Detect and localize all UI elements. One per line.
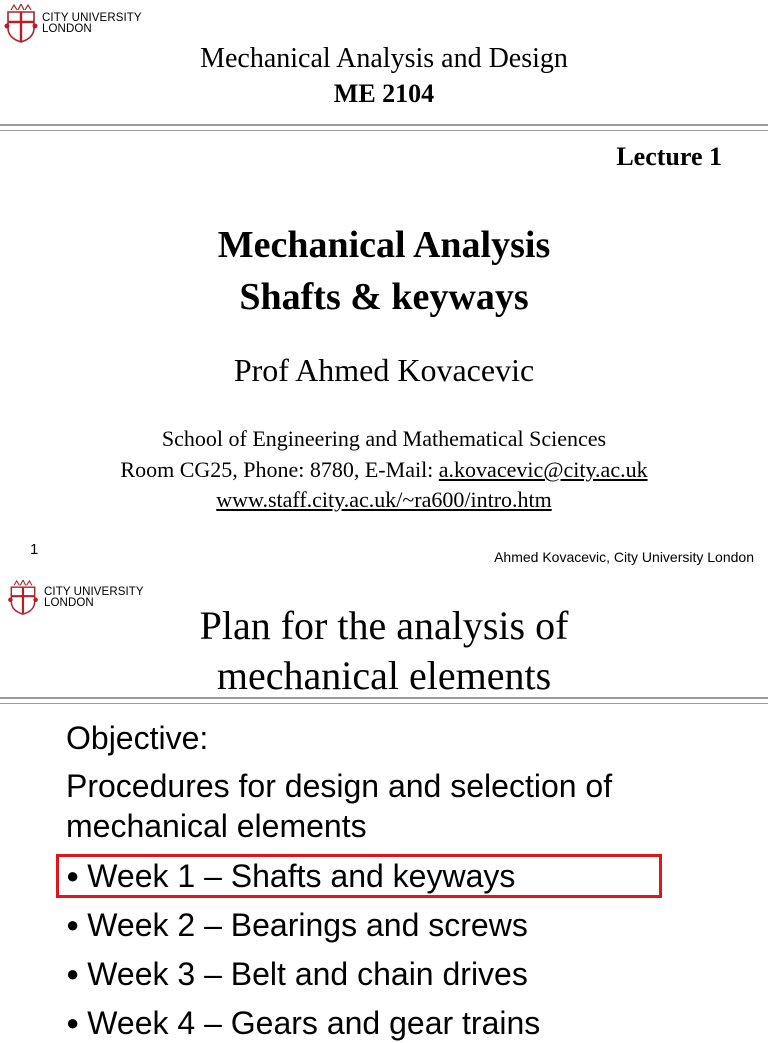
objective-label: Objective:: [66, 720, 209, 756]
logo-line2: LONDON: [44, 597, 94, 609]
bullet-icon: ●: [66, 961, 80, 986]
week-label: Week 1 – Shafts and keyways: [87, 858, 516, 894]
procedures-text: Procedures for design and selection of mechanical elements: [66, 768, 613, 844]
slide2-divider: [0, 697, 768, 699]
bullet-icon: ●: [66, 912, 80, 937]
week-label: Week 3 – Belt and chain drives: [87, 956, 528, 992]
school-name: School of Engineering and Mathematical Sciences: [161, 426, 607, 451]
week-item: [66, 905, 528, 945]
website-line: [0, 486, 768, 514]
bullet-icon: ●: [66, 1010, 80, 1035]
university-logo: [4, 4, 142, 44]
course-code: ME 2104: [333, 79, 435, 108]
header-divider-thin: [0, 130, 768, 131]
logo-line1: CITY UNIVERSITY: [44, 586, 144, 598]
author-name: Prof Ahmed Kovacevic: [233, 352, 535, 388]
week-label: Week 2 – Bearings and screws: [87, 907, 528, 943]
contact-info: [0, 456, 768, 484]
bullet-icon: ●: [66, 863, 80, 888]
slide2-title-line2: mechanical elements: [216, 653, 552, 698]
slide-title-line2: Shafts & keyways: [239, 276, 529, 318]
slide2-divider-thin: [0, 703, 768, 704]
week-item: [66, 1003, 540, 1043]
course-title: Mechanical Analysis and Design: [200, 43, 568, 74]
highlight-box: [56, 854, 662, 898]
logo-line2: LONDON: [42, 23, 92, 35]
page-number: 1: [30, 541, 39, 558]
city-university-crest-icon: [4, 4, 38, 44]
logo-line1: CITY UNIVERSITY: [42, 12, 142, 24]
slide2-title-line1: Plan for the analysis of: [199, 603, 569, 648]
contact-prefix: Room CG25, Phone: 8780, E-Mail:: [120, 457, 439, 482]
slide-footer: Ahmed Kovacevic, City University London: [494, 549, 754, 565]
week-item: [66, 954, 528, 994]
slide-title-line1: Mechanical Analysis: [217, 224, 551, 266]
header-divider: [0, 124, 768, 126]
email-link[interactable]: a.kovacevic@city.ac.uk: [438, 457, 648, 482]
website-link[interactable]: www.staff.city.ac.uk/~ra600/intro.htm: [216, 487, 552, 512]
week-label: Week 4 – Gears and gear trains: [87, 1005, 541, 1041]
lecture-label: Lecture 1: [616, 142, 722, 171]
